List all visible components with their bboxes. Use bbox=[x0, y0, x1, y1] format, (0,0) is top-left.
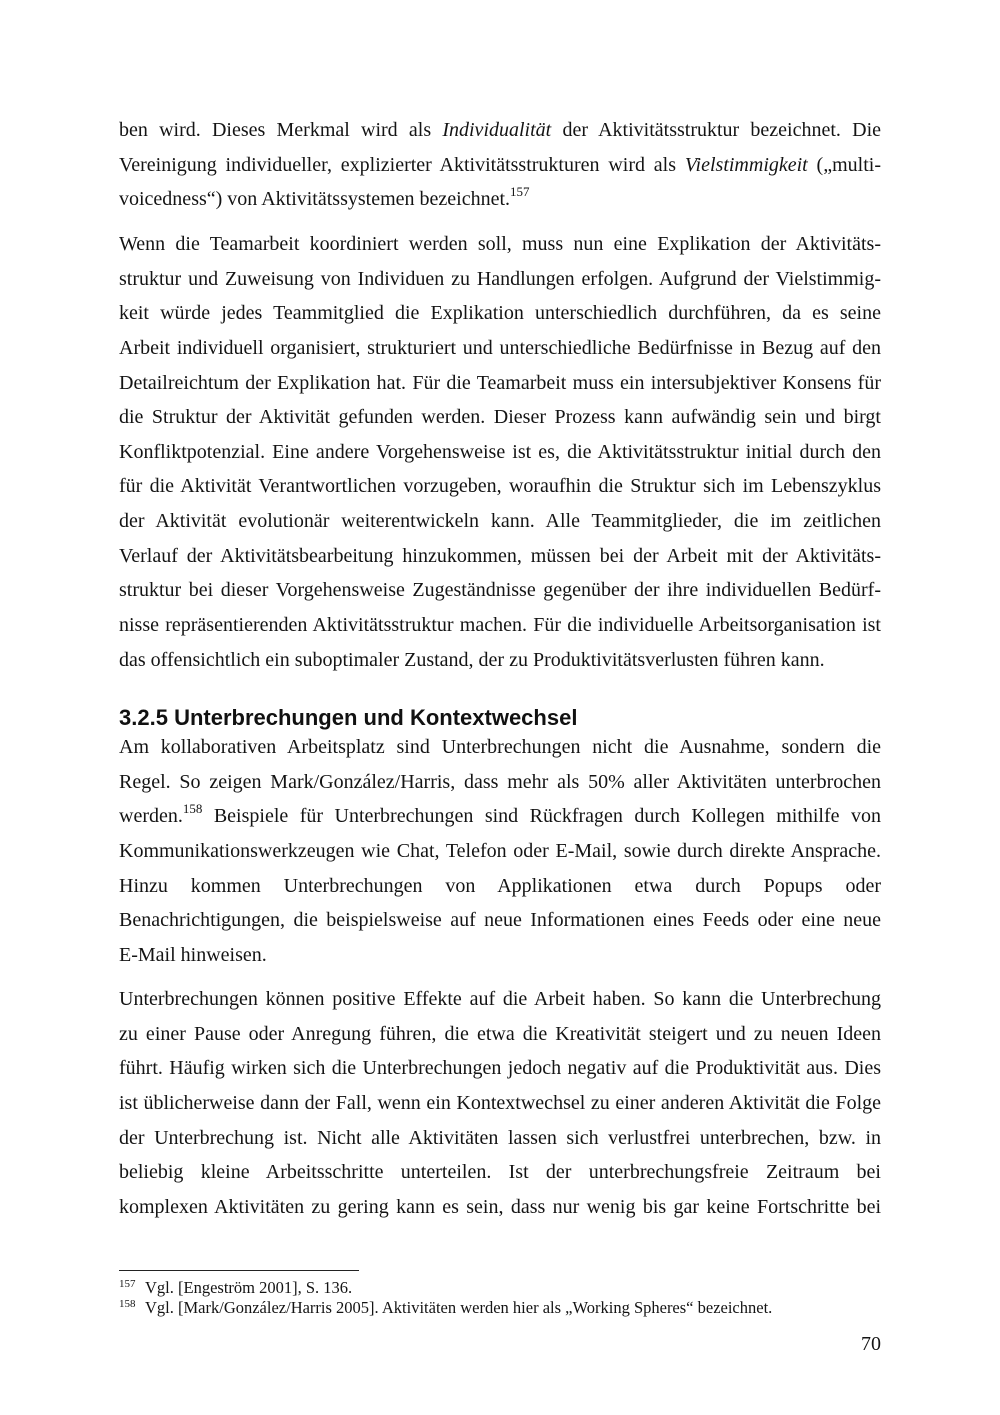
section-number: 3.2.5 bbox=[119, 705, 168, 730]
paragraph-line: struktur und Zuweisung von Individuen zu Handlungen erfolgen. Aufgrund der Vielstimmig- bbox=[119, 267, 881, 290]
paragraph-line: struktur bei dieser Vorgehensweise Zugeständnisse gegenüber der ihre individuellen Bedürf- bbox=[119, 579, 881, 602]
paragraph-line: Konfliktpotenzial. Eine andere Vorgehensweise ist es, die Aktivitätsstruktur initial durch den bbox=[119, 440, 881, 463]
page-number: 70 bbox=[861, 1333, 881, 1355]
text-run: Beispiele für Unterbrechungen sind Rückfragen durch Kollegen mithilfe von bbox=[202, 805, 881, 828]
text-run: der Aktivitätsstruktur bezeichnet. Die bbox=[551, 119, 882, 141]
paragraph-line: Verlauf der Aktivitätsbearbeitung hinzukommen, müssen bei der Arbeit mit der Aktivitäts- bbox=[119, 544, 881, 567]
footnote-text: Vgl. [Engeström 2001], S. 136. bbox=[145, 1278, 353, 1297]
paragraph-line: Am kollaborativen Arbeitsplatz sind Unterbrechungen nicht die Ausnahme, sondern die bbox=[119, 736, 881, 758]
paragraph bbox=[119, 113, 881, 217]
paragraph-line bbox=[119, 182, 881, 217]
paragraph-line: E-Mail hinweisen. bbox=[119, 943, 267, 966]
text-run: werden. bbox=[119, 805, 183, 828]
paragraph-line: beliebig kleine Arbeitsschritte unterteilen. Ist der unterbrechungsfreie Zeitraum bei bbox=[119, 1161, 881, 1184]
footnote-separator bbox=[119, 1270, 359, 1271]
footnote-reference: 158 bbox=[182, 801, 203, 817]
text-run: voicedness“) von Aktivitätssystemen bezeichnet. bbox=[119, 188, 511, 211]
emphasized-term: Vielstimmigkeit bbox=[684, 153, 808, 176]
footnote-reference: 157 bbox=[510, 184, 530, 200]
paragraph-line: für die Aktivität Verantwortlichen vorzugeben, woraufhin die Struktur sich im Lebenszyklus bbox=[119, 475, 881, 498]
paragraph-line bbox=[119, 799, 881, 834]
paragraph-line: Regel. So zeigen Mark/González/Harris, dass mehr als 50% aller Aktivitäten unterbrochen bbox=[119, 770, 881, 793]
paragraph bbox=[119, 730, 881, 972]
paragraph-line: Kommunikationswerkzeugen wie Chat, Telefon oder E-Mail, sowie durch direkte Ansprache. bbox=[119, 839, 881, 862]
text-run: Vereinigung individueller, explizierter Aktivitätsstrukturen wird als bbox=[119, 153, 685, 176]
paragraph-line: Wenn die Teamarbeit koordiniert werden soll, muss nun eine Explikation der Aktivitäts- bbox=[119, 233, 881, 255]
text-run: ben wird. Dieses Merkmal wird als bbox=[119, 119, 443, 141]
paragraph-line: die Struktur der Aktivität gefunden werden. Dieser Prozess kann aufwändig sein und birgt bbox=[119, 406, 881, 429]
paragraph-line bbox=[119, 113, 881, 148]
paragraph-line: nisse repräsentierenden Aktivitätsstruktur machen. Für die individuelle Arbeitsorganisation ist bbox=[119, 614, 881, 637]
paragraph-line: der Aktivität evolutionär weiterentwickeln kann. Alle Teammitglieder, die im zeitlichen bbox=[119, 510, 881, 533]
paragraph-line: Hinzu kommen Unterbrechungen von Applikationen etwa durch Popups oder bbox=[119, 874, 881, 897]
paragraph bbox=[119, 982, 881, 1224]
paragraph-line: führt. Häufig wirken sich die Unterbrechungen jedoch negativ auf die Produktivität aus. Dies bbox=[119, 1057, 881, 1080]
paragraph-line: das offensichtlich ein suboptimaler Zustand, der zu Produktivitätsverlusten führen kann. bbox=[119, 648, 825, 671]
paragraph-line: Detailreichtum der Explikation hat. Für die Teamarbeit muss ein intersubjektiver Konsens für bbox=[119, 371, 881, 394]
footnote bbox=[119, 1298, 881, 1318]
paragraph-line: Arbeit individuell organisiert, strukturiert und unterschiedliche Bedürfnisse in Bezug auf den bbox=[119, 336, 881, 359]
emphasized-term: Individualität bbox=[442, 119, 552, 141]
section-title: Unterbrechungen und Kontextwechsel bbox=[174, 705, 578, 730]
paragraph-line: zu einer Pause oder Anregung führen, die etwa die Kreativität steigert und zu neuen Ideen bbox=[119, 1022, 881, 1045]
paragraph bbox=[119, 227, 881, 677]
paragraph-line: keit würde jedes Teammitglied die Explikation unterschiedlich durchführen, da es seine bbox=[119, 302, 881, 325]
footnote-number: 158 bbox=[119, 1298, 136, 1310]
paragraph-line: komplexen Aktivitäten zu gering kann es sein, dass nur wenig bis gar keine Fortschritte bei bbox=[119, 1195, 881, 1218]
section-heading bbox=[119, 705, 881, 731]
paragraph-line: ist üblicherweise dann der Fall, wenn ein Kontextwechsel zu einer anderen Aktivität die Folge bbox=[119, 1091, 881, 1114]
footnotes bbox=[119, 1278, 881, 1318]
footnote-number: 157 bbox=[119, 1278, 136, 1290]
paragraph-line: Unterbrechungen können positive Effekte auf die Arbeit haben. So kann die Unterbrechung bbox=[119, 988, 881, 1010]
footnote bbox=[119, 1278, 881, 1298]
text-run: („multi- bbox=[807, 153, 881, 176]
paragraph-line: Benachrichtigungen, die beispielsweise auf neue Informationen eines Feeds oder eine neue bbox=[119, 909, 881, 932]
paragraph-line: der Unterbrechung ist. Nicht alle Aktivitäten lassen sich verlustfrei unterbrechen, bzw. in bbox=[119, 1126, 881, 1149]
paragraph-line bbox=[119, 148, 881, 183]
footnote-text: Vgl. [Mark/González/Harris 2005]. Aktivitäten werden hier als „Working Spheres“ bezeichnet. bbox=[145, 1298, 773, 1317]
